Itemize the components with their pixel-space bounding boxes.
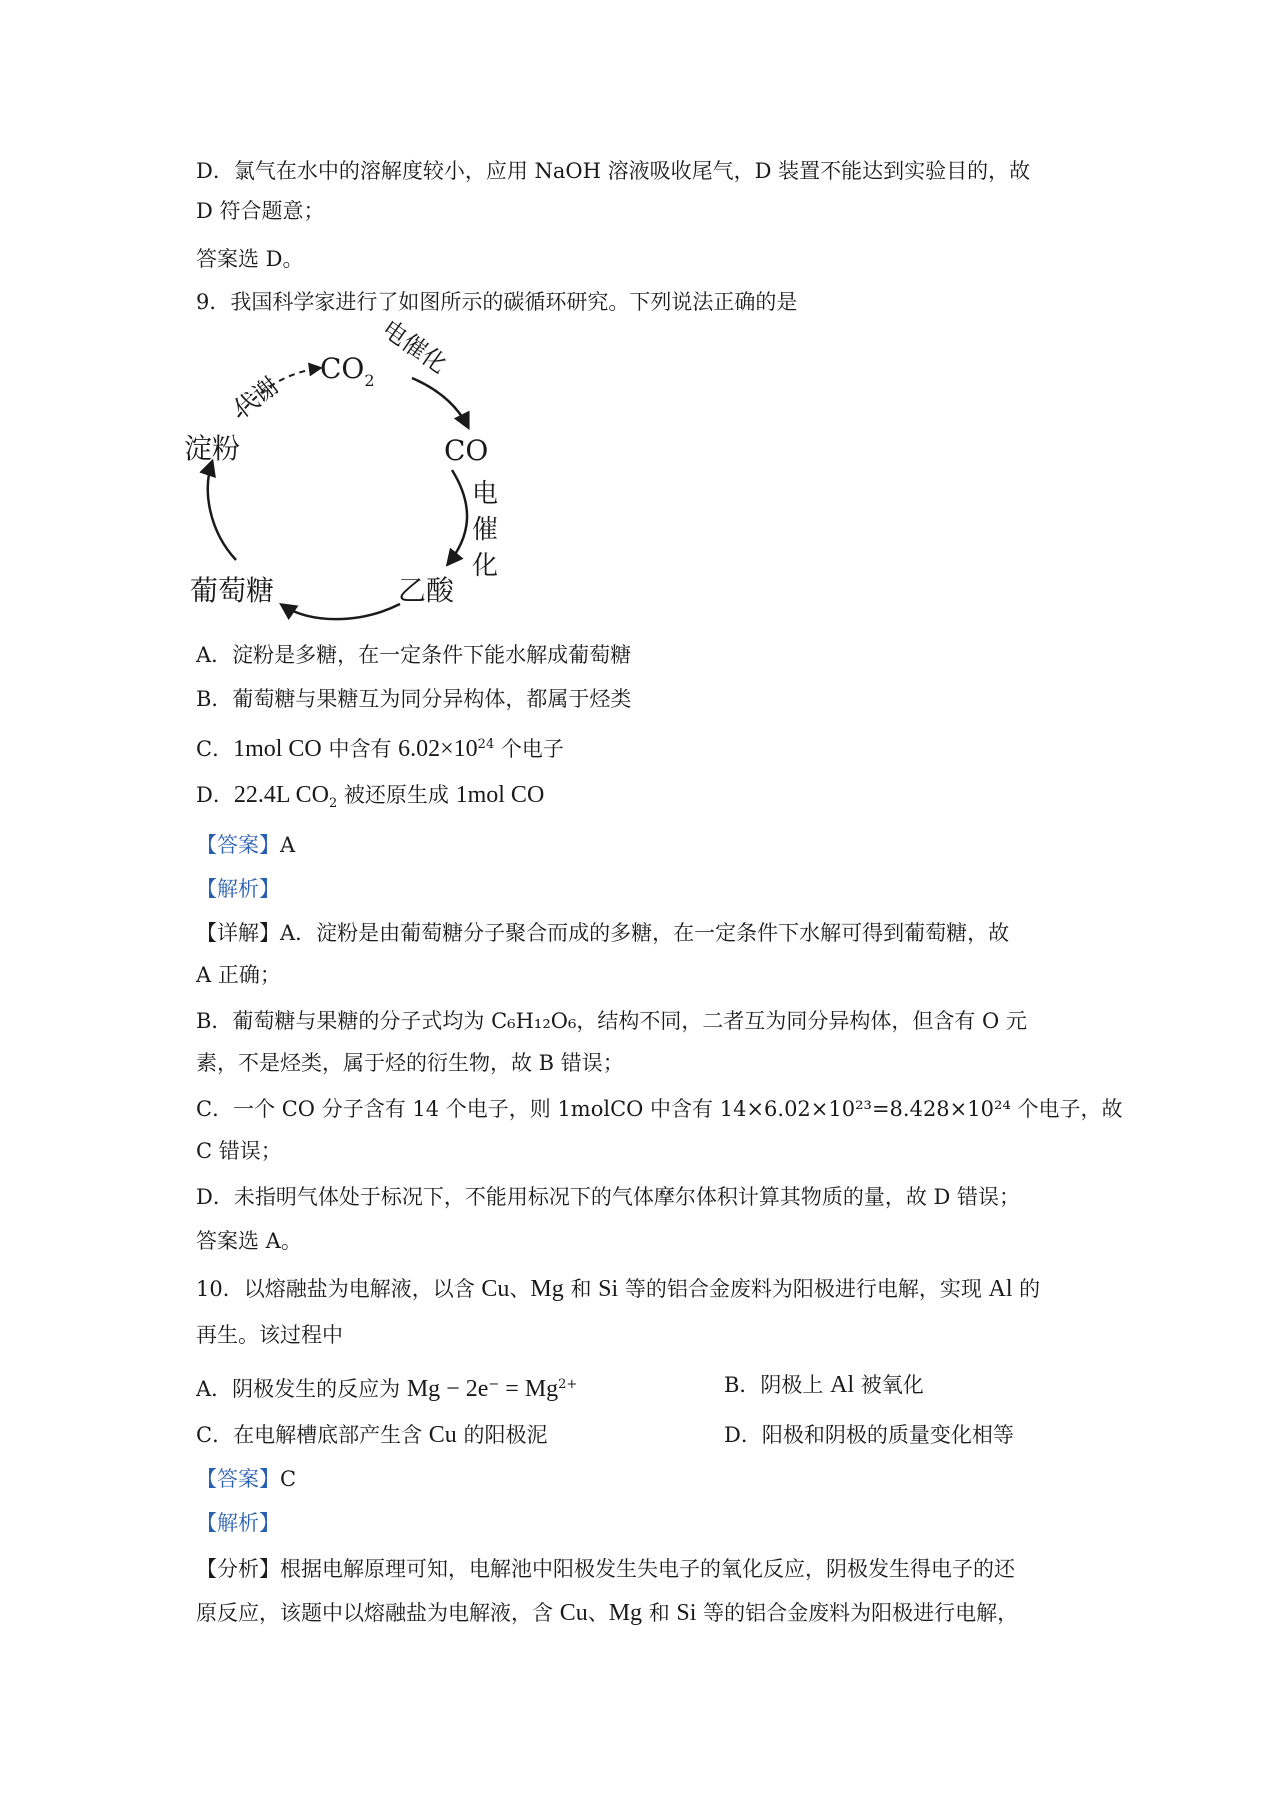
label-metabolism: 代谢 <box>228 371 285 424</box>
analysis-9-heading: 【解析】 <box>196 877 280 901</box>
option-9b: B．葡萄糖与果糖互为同分异构体，都属于烃类 <box>196 687 632 711</box>
label-co: CO <box>444 434 489 467</box>
analysis-10-heading: 【解析】 <box>196 1511 280 1535</box>
option-10d: D．阳极和阴极的质量变化相等 <box>724 1423 1014 1447</box>
answer-9: 【答案】A <box>196 833 296 857</box>
analysis-10-line1: 【分析】根据电解原理可知，电解池中阳极发生失电子的氧化反应，阴极发生得电子的还 <box>196 1557 1015 1581</box>
question-9: 9．我国科学家进行了如图所示的碳循环研究。下列说法正确的是 <box>196 290 798 314</box>
label-starch: 淀粉 <box>184 432 241 465</box>
text-line: 答案选 D。 <box>196 247 304 271</box>
label-electrocatalysis-2b: 催 <box>472 515 499 545</box>
detail-9d: D．未指明气体处于标况下，不能用标况下的气体摩尔体积计算其物质的量，故 D 错误； <box>196 1185 1021 1209</box>
label-electrocatalysis-1: 电催化 <box>376 314 453 379</box>
option-10a: A．阴极发生的反应为 $Mg - 2e^- = Mg^{2+}$ <box>196 1376 578 1402</box>
option-9d: D．22.4L $CO_2$ 被还原生成 1mol CO <box>196 782 545 812</box>
question-10: 10．以熔融盐为电解液，以含 Cu、Mg 和 Si 等的铝合金废料为阳极进行电解，实现 Al 的 <box>196 1276 1041 1302</box>
label-co2: $CO_2$ <box>320 352 375 390</box>
option-9c: C．1mol CO 中含有 $6.02\times 10^{24}$ 个电子 <box>196 736 564 762</box>
text-line: 答案选 A。 <box>196 1229 302 1253</box>
detail-9b: B．葡萄糖与果糖的分子式均为 C₆H₁₂O₆，结构不同，二者互为同分异构体，但含有 O 元 <box>196 1009 1027 1033</box>
text-line: D．氯气在水中的溶解度较小，应用 NaOH 溶液吸收尾气，D 装置不能达到实验目的，故 <box>196 159 1031 183</box>
conversion-arrow-4 <box>208 462 236 560</box>
text-line: D 符合题意； <box>196 199 325 223</box>
answer-10: 【答案】C <box>196 1467 297 1491</box>
carbon-cycle-diagram <box>184 314 520 632</box>
text-line: 再生。该过程中 <box>196 1323 343 1347</box>
option-10c: C．在电解槽底部产生含 Cu 的阳极泥 <box>196 1422 548 1448</box>
conversion-arrow-3 <box>282 604 400 619</box>
analysis-10-line2: 原反应，该题中以熔融盐为电解液，含 Cu、Mg 和 Si 等的铝合金废料为阳极进行电解， <box>196 1600 1019 1626</box>
label-glucose: 葡萄糖 <box>190 574 275 607</box>
option-9a: A．淀粉是多糖，在一定条件下能水解成葡萄糖 <box>196 643 632 667</box>
option-10b: B．阴极上 Al 被氧化 <box>724 1372 924 1398</box>
electrocatalysis-arrow-1 <box>412 378 468 427</box>
detail-9c: C．一个 CO 分子含有 14 个电子，则 1molCO 中含有 14×6.02×10²³=8.428×10²⁴ 个电子，故 <box>196 1097 1123 1121</box>
text-line: 素，不是烃类，属于烃的衍生物，故 B 错误； <box>196 1051 624 1075</box>
label-electrocatalysis-2a: 电 <box>472 479 499 509</box>
text-line: A 正确； <box>196 963 281 987</box>
detail-9a: 【详解】A．淀粉是由葡萄糖分子聚合而成的多糖，在一定条件下水解可得到葡萄糖，故 <box>196 921 1010 945</box>
text-line: C 错误； <box>196 1139 282 1163</box>
label-acetic-acid: 乙酸 <box>398 574 455 607</box>
electrocatalysis-arrow-2 <box>448 470 467 564</box>
label-electrocatalysis-2c: 化 <box>472 551 499 581</box>
